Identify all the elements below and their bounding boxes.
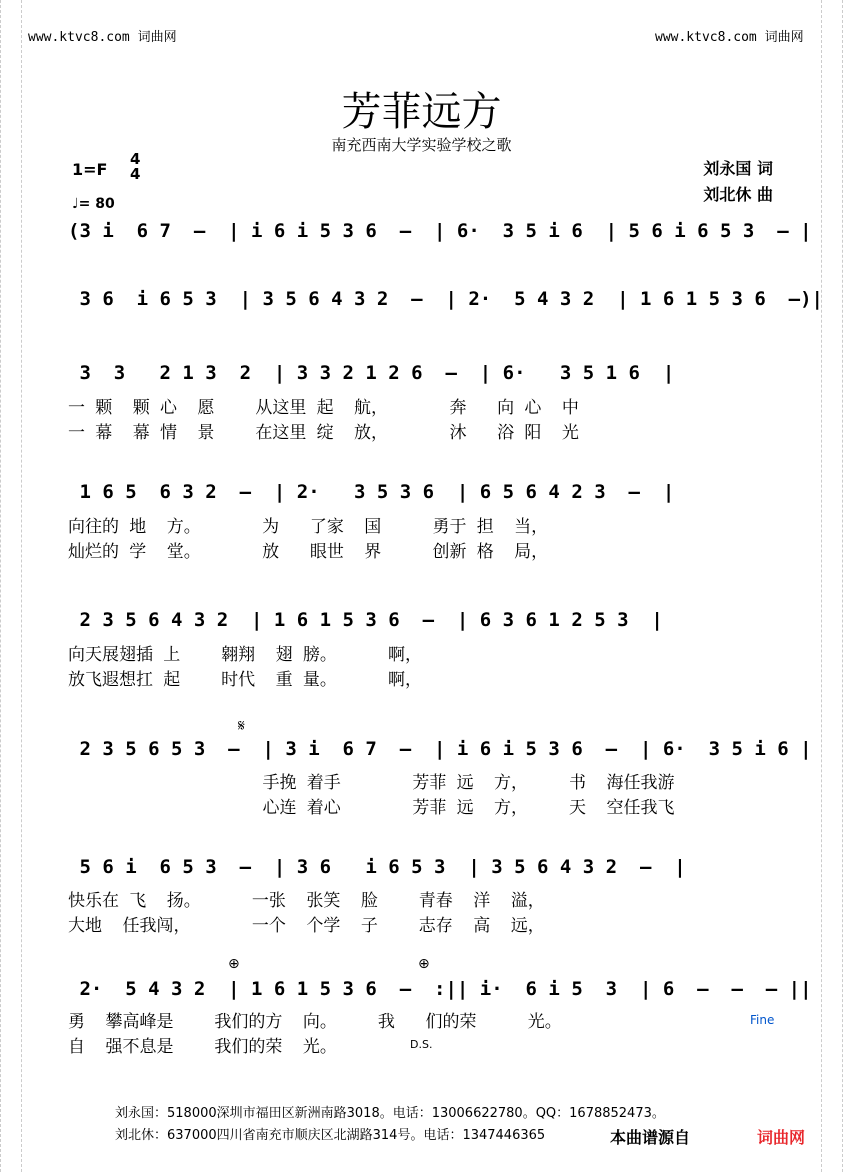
lyric-line-4a: 向往的 地 方。 为 了家 国 勇于 担 当， — [68, 517, 549, 537]
score-line-3: 3 3 2 1 3 2 | 3 3 2 1 2 6 – | 6· 3 5 1 6 | — [68, 362, 675, 384]
fine-mark: Fine — [750, 1013, 775, 1027]
lyric-line-7b: 大地 任我闯， 一个 个学 子 志存 高 远， — [68, 916, 545, 936]
segno-mark: 𝄋 — [238, 716, 245, 735]
score-line-4: 1 6 5 6 3 2 – | 2· 3 5 3 6 | 6 5 6 4 2 3 – | — [68, 481, 675, 503]
left-margin-strip — [0, 0, 22, 1172]
coda-mark-2: ⊕ — [418, 956, 430, 972]
lyric-line-5b: 放飞遐想扛 起 时代 重 量。 啊， — [68, 670, 423, 690]
score-line-1: (3 i 6 7 – | i 6 i 5 3 6 – | 6· 3 5 i 6 | 5 6 i 6 5 3 – | — [68, 220, 812, 242]
right-margin-strip — [821, 0, 843, 1172]
lyric-line-3b: 一 幕 幕 情 景 在这里 绽 放， 沐 浴 阳 光 — [68, 423, 579, 443]
lyric-line-5a: 向天展翅插 上 翱翔 翅 膀。 啊， — [68, 645, 423, 665]
lyric-line-6b: 心连 着心 芳菲 远 方， 天 空任我飞 — [68, 798, 675, 818]
lyric-line-4b: 灿烂的 学 堂。 放 眼世 界 创新 格 局， — [68, 542, 549, 562]
key-signature: 1=F — [72, 160, 108, 179]
contact-line-2: 刘北休：637000四川省南充市顺庆区北湖路314号。电话：1347446365 — [115, 1128, 546, 1143]
song-title: 芳菲远方 — [341, 89, 502, 135]
brand-logo[interactable]: 词曲网 — [757, 1128, 806, 1147]
lyric-line-6a: 手挽 着手 芳菲 远 方， 书 海任我游 — [68, 773, 675, 793]
contact-line-1: 刘永国：518000深圳市福田区新洲南路3018。电话：13006622780。QQ：1678852473。 — [115, 1106, 665, 1121]
song-subtitle: 南充西南大学实验学校之歌 — [331, 136, 512, 154]
meter-bottom: 4 — [130, 165, 141, 183]
score-line-5: 2 3 5 6 4 3 2 | 1 6 1 5 3 6 – | 6 3 6 1 2 5 3 | — [68, 609, 663, 631]
score-line-7: 5 6 i 6 5 3 – | 3 6 i 6 5 3 | 3 5 6 4 3 2 – | — [68, 856, 686, 878]
score-line-2: 3 6 i 6 5 3 | 3 5 6 4 3 2 – | 2· 5 4 3 2 | 1 6 1 5 3 6 –)| — [68, 288, 823, 310]
lyricist-credit: 刘永国 词 — [703, 159, 773, 178]
score-line-8: 2· 5 4 3 2 | 1 6 1 5 3 6 – :|| i· 6 i 5 3 | 6 – – – || — [68, 978, 812, 1000]
source-label: 本曲谱源自 — [610, 1128, 691, 1147]
composer-credit: 刘北休 曲 — [703, 185, 773, 204]
lyric-line-8a: 勇 攀高峰是 我们的方 向。 我 们的荣 光。 — [68, 1012, 562, 1032]
score-line-6: 2 3 5 6 5 3 – | 3 i 6 7 – | i 6 i 5 3 6 – | 6· 3 5 i 6 | — [68, 738, 812, 760]
tempo-mark: ♩= 80 — [72, 196, 115, 212]
site-header-right[interactable]: www.ktvc8.com 词曲网 — [655, 30, 804, 45]
time-signature — [130, 152, 140, 182]
lyric-line-7a: 快乐在 飞 扬。 一张 张笑 脸 青春 洋 溢， — [68, 891, 545, 911]
coda-mark-1: ⊕ — [228, 956, 240, 972]
lyric-line-3a: 一 颗 颗 心 愿 从这里 起 航， 奔 向 心 中 — [68, 398, 579, 418]
ds-mark: D.S. — [410, 1038, 433, 1051]
meter-top: 4 — [130, 150, 141, 168]
site-header-left[interactable]: www.ktvc8.com 词曲网 — [28, 30, 177, 45]
lyric-line-8b: 自 强不息是 我们的荣 光。 — [68, 1037, 337, 1057]
